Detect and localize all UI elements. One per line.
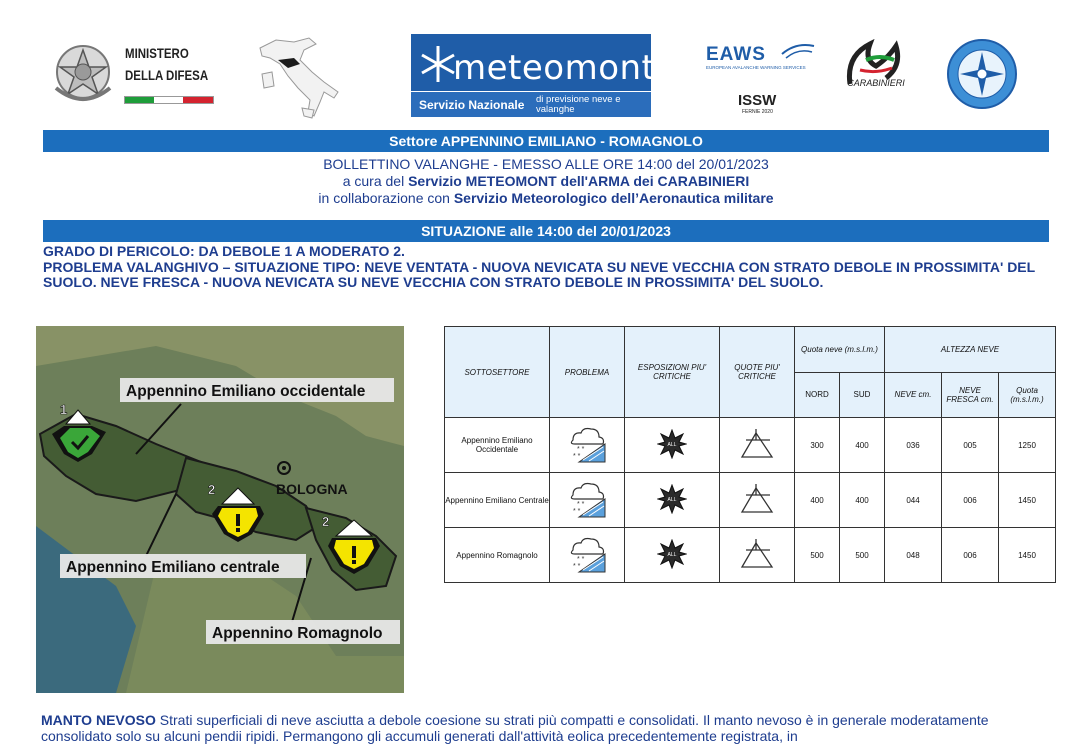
all-exposures-icon (657, 484, 687, 514)
neve-cm-cell: 036 (885, 418, 942, 473)
problema-cell (550, 473, 625, 528)
svg-text:ALL: ALL (667, 552, 677, 558)
snowflake-icon (419, 42, 457, 86)
svg-text:* *: * * (577, 501, 585, 508)
danger-summary (43, 244, 1043, 291)
header-sud: SUD (840, 372, 885, 418)
italian-flag-bar (124, 96, 214, 104)
label-occidentale: Appennino Emiliano occidentale (126, 383, 366, 400)
label-romagnolo: Appennino Romagnolo (212, 625, 383, 642)
quote-cell (720, 473, 795, 528)
exclamation-icon (236, 514, 240, 526)
exclamation-dot (352, 560, 356, 564)
header-problema: PROBLEMA (550, 327, 625, 418)
exclamation-icon (352, 546, 356, 558)
all-exposures-icon (657, 539, 687, 569)
table-row (445, 528, 1056, 583)
sector-map (36, 326, 404, 693)
header-quote: QUOTE PIU' CRITICHE (720, 327, 795, 418)
snow-problem-icon (567, 424, 607, 464)
republic-emblem-logo (48, 38, 118, 108)
sub-sector-table (444, 326, 1056, 583)
bulletin-collab-prefix: in collaborazione con (318, 190, 454, 206)
snow-problem-icon (567, 479, 607, 519)
logo-strip (0, 0, 1089, 125)
avalanche-problem: PROBLEMA VALANGHIVO – SITUAZIONE TIPO: NEVE VENTATA - NUOVA NEVICATA SU NEVE VECCHIA CON STRATO DEBOLE IN PROSSIMITA' DEL SUOLO. NEVE FRESCA - NUOVA NEVICATA SU NEVE VECCHIA CON STRATO DEBOLE IN PROSSIMITA' DEL SUOLO. (43, 258, 1035, 290)
neve-cm-cell: 044 (885, 473, 942, 528)
header-neve-fresca: NEVE FRESCA cm. (942, 372, 999, 418)
sector-band: Settore APPENNINO EMILIANO - ROMAGNOLO (43, 130, 1049, 152)
meteomont-service: Servizio Nazionale (419, 98, 525, 112)
eaws-logo: EAWS (706, 44, 766, 65)
svg-text:* *: * * (577, 446, 585, 453)
label-centrale: Appennino Emiliano centrale (66, 559, 280, 576)
table-header-row-1 (445, 327, 1056, 373)
italy-region-map-logo (254, 30, 344, 120)
header-nord: NORD (795, 372, 840, 418)
header-quota: Quota (m.s.l.m.) (999, 372, 1056, 418)
sottosettore-cell: Appennino Emiliano Occidentale (445, 418, 550, 473)
neve-fresca-cell: 006 (942, 473, 999, 528)
issw-subtitle: FERNIE 2020 (742, 109, 773, 115)
meteomont-name: meteomont (453, 48, 656, 88)
nord-cell: 500 (795, 528, 840, 583)
snow-problem-icon (567, 534, 607, 574)
sud-cell: 400 (840, 418, 885, 473)
esposizioni-cell (625, 528, 720, 583)
bologna-city-dot (282, 466, 286, 470)
exclamation-dot (236, 528, 240, 532)
bulletin-header (43, 156, 1049, 207)
table-row (445, 418, 1056, 473)
danger-level-number: 1 (60, 402, 68, 417)
problema-cell (550, 528, 625, 583)
bulletin-author-prefix: a cura del (342, 173, 409, 189)
nord-cell: 300 (795, 418, 840, 473)
ministry-line2: DELLA DIFESA (125, 67, 209, 83)
danger-level-number: 2 (322, 514, 330, 529)
quota-cell: 1450 (999, 473, 1056, 528)
sud-cell: 500 (840, 528, 885, 583)
danger-level: GRADO DI PERICOLO: DA DEBOLE 1 A MODERATO 2. (43, 243, 405, 259)
sud-cell: 400 (840, 473, 885, 528)
svg-text:* *: * * (573, 563, 581, 570)
snowpack-paragraph (41, 712, 1056, 744)
aeronautica-militare-logo (946, 38, 1018, 110)
svg-text:* *: * * (573, 508, 581, 515)
bulletin-author: Servizio METEOMONT dell'ARMA dei CARABINIERI (408, 173, 750, 189)
critical-altitude-icon (740, 537, 774, 571)
nord-cell: 400 (795, 473, 840, 528)
meteomont-service2: di previsione neve e valanghe (536, 94, 621, 115)
esposizioni-cell (625, 418, 720, 473)
bulletin-collab: Servizio Meteorologico dell’Aeronautica militare (453, 190, 774, 206)
bulletin-collab-line (43, 190, 1049, 207)
critical-altitude-icon (740, 427, 774, 461)
quote-cell (720, 528, 795, 583)
svg-text:* *: * * (573, 453, 581, 460)
bulletin-title: BOLLETTINO VALANGHE - EMESSO ALLE ORE 14:00 del 20/01/2023 (323, 156, 769, 172)
danger-level-number: 2 (208, 482, 216, 497)
esposizioni-cell (625, 473, 720, 528)
bologna-label: BOLOGNA (276, 481, 348, 497)
header-esposizioni: ESPOSIZIONI PIU' CRITICHE (625, 327, 720, 418)
neve-fresca-cell: 005 (942, 418, 999, 473)
ministry-name (125, 42, 208, 86)
bulletin-author-line (43, 173, 1049, 190)
issw-logo: ISSW (738, 92, 777, 109)
ministry-line1: MINISTERO (125, 45, 189, 61)
sottosettore-cell: Appennino Romagnolo (445, 528, 550, 583)
svg-text:ALL: ALL (667, 497, 677, 503)
all-exposures-icon (657, 429, 687, 459)
meteomont-subtitle (411, 91, 651, 117)
header-sottosettore: SOTTOSETTORE (445, 327, 550, 418)
carabinieri-logo (836, 36, 916, 106)
sottosettore-cell: Appennino Emiliano Centrale (445, 473, 550, 528)
svg-text:* *: * * (577, 556, 585, 563)
situation-band: SITUAZIONE alle 14:00 del 20/01/2023 (43, 220, 1049, 242)
svg-text:ALL: ALL (667, 442, 677, 448)
critical-altitude-icon (740, 482, 774, 516)
problema-cell (550, 418, 625, 473)
neve-cm-cell: 048 (885, 528, 942, 583)
header-altezza-neve: ALTEZZA NEVE (885, 327, 1056, 373)
snowpack-text: Strati superficiali di neve asciutta a debole coesione su strati più compatti e consolidati. Il manto nevoso è in generale moderatamente consolidato solo su alcuni pendii ripidi. Permangono gli accumuli generati dall'attività eolica precedentemente registrata, in (41, 712, 989, 744)
snowpack-label: MANTO NEVOSO (41, 712, 156, 728)
eaws-subtitle: EUROPEAN AVALANCHE WARNING SERVICES (706, 65, 806, 70)
quota-cell: 1250 (999, 418, 1056, 473)
carabinieri-text: CARABINIERI (847, 78, 905, 88)
header-neve-cm: NEVE cm. (885, 372, 942, 418)
meteomont-logo (411, 34, 656, 116)
table-row (445, 473, 1056, 528)
header-quota-neve: Quota neve (m.s.l.m.) (795, 327, 885, 373)
quota-cell: 1450 (999, 528, 1056, 583)
quote-cell (720, 418, 795, 473)
eaws-swoosh-icon (780, 40, 816, 60)
neve-fresca-cell: 006 (942, 528, 999, 583)
